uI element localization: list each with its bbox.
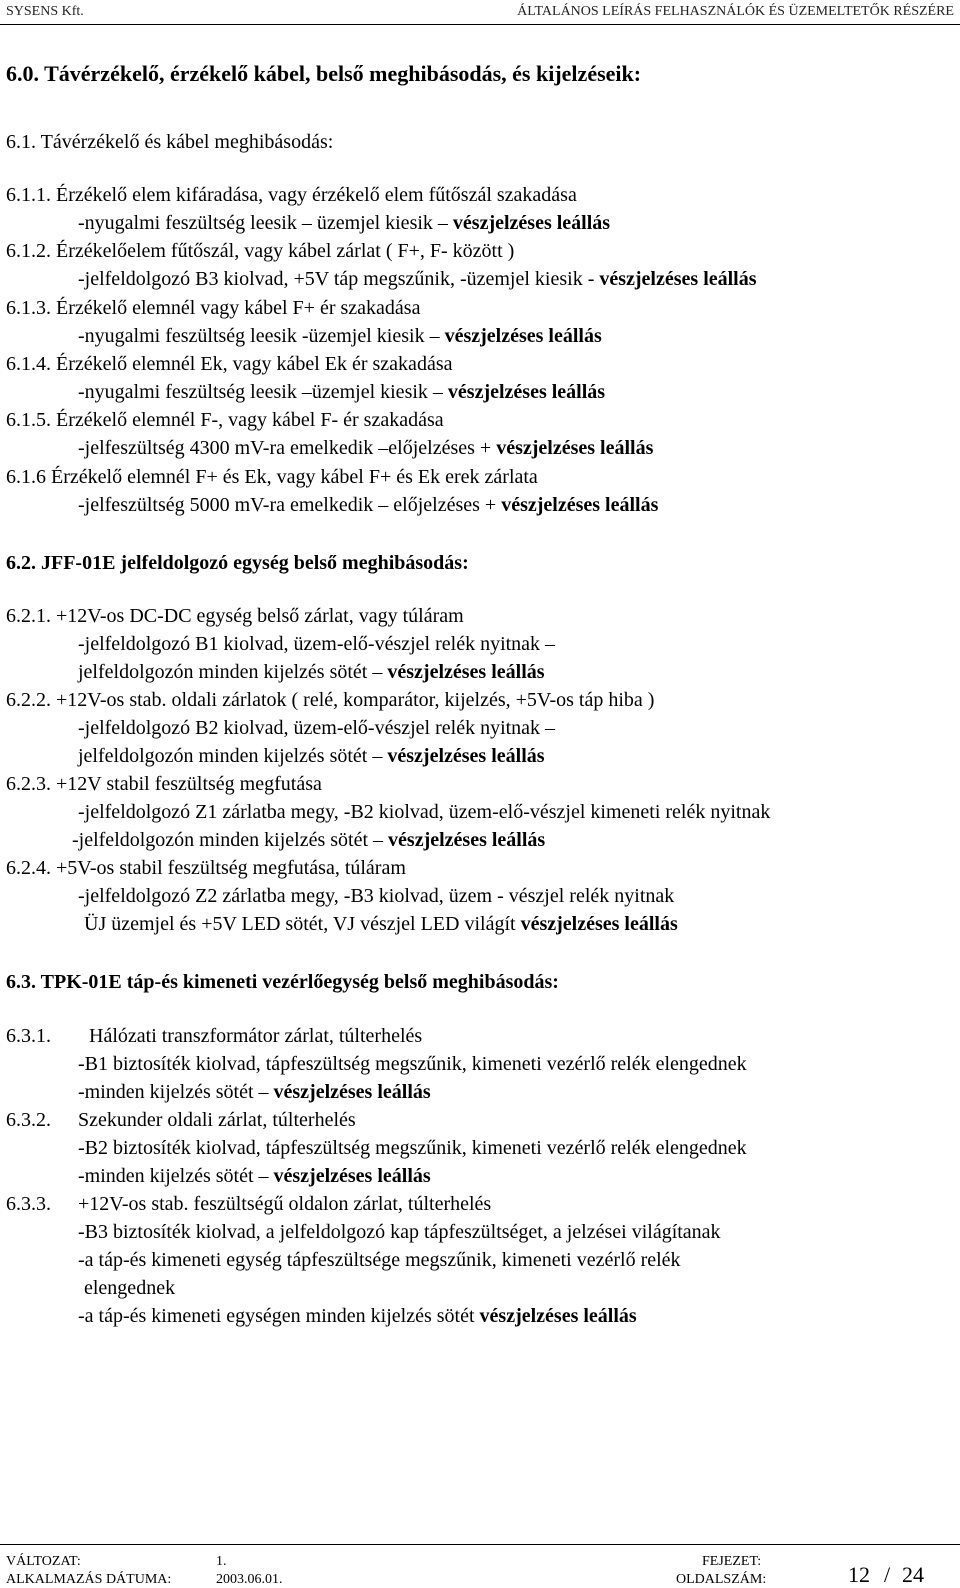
footer-divider (0, 1544, 960, 1545)
page-title: 6.0. Távérzékelő, érzékelő kábel, belső meghibásodás, és kijelzéseik: (6, 61, 642, 86)
item-6-1-1-title: 6.1.1. Érzékelő elem kifáradása, vagy érzékelő elem fűtőszál szakadása (6, 184, 577, 206)
footer-page-separator: / (884, 1562, 891, 1587)
footer-date-label: ALKALMAZÁS DÁTUMA: (6, 1572, 172, 1587)
item-6-3-2-result: -minden kijelzés sötét – vészjelzéses leállás (78, 1165, 431, 1187)
item-6-1-2-title: 6.1.2. Érzékelőelem fűtőszál, vagy kábel zárlat ( F+, F- között ) (6, 240, 515, 262)
item-6-1-4-title: 6.1.4. Érzékelő elemnél Ek, vagy kábel Ek ér szakadása (6, 353, 453, 375)
item-6-2-4-detail: -jelfeldolgozó Z2 zárlatba megy, -B3 kiolvad, üzem - vészjel relék nyitnak (78, 885, 675, 907)
item-6-3-2-number: 6.3.2. (6, 1109, 51, 1131)
section-heading-6-1: 6.1. Távérzékelő és kábel meghibásodás: (6, 131, 334, 153)
footer-chapter-label: FEJEZET: (702, 1554, 762, 1569)
item-6-3-1-title: Hálózati transzformátor zárlat, túlterhelés (89, 1025, 423, 1047)
header-doc-title: ÁLTALÁNOS LEÍRÁS FELHASZNÁLÓK ÉS ÜZEMELTETŐK RÉSZÉRE (517, 4, 954, 19)
item-6-1-5-detail: -jelfeszültség 4300 mV-ra emelkedik –előjelzéses + vészjelzéses leállás (78, 437, 654, 459)
item-6-1-2-detail: -jelfeldolgozó B3 kiolvad, +5V táp megszűnik, -üzemjel kiesik - vészjelzéses leállás (78, 268, 757, 290)
item-6-1-1-detail: -nyugalmi feszültség leesik – üzemjel kiesik – vészjelzéses leállás (78, 212, 611, 234)
item-6-2-1-title: 6.2.1. +12V-os DC-DC egység belső zárlat, vagy túláram (6, 605, 464, 627)
item-6-2-2-title: 6.2.2. +12V-os stab. oldali zárlatok ( relé, komparátor, kijelzés, +5V-os táp hiba ) (6, 689, 655, 711)
item-6-3-1-result: -minden kijelzés sötét – vészjelzéses leállás (78, 1081, 431, 1103)
item-6-3-1-detail: -B1 biztosíték kiolvad, tápfeszültség megszűnik, kimeneti vezérlő relék elengednek (78, 1053, 747, 1075)
item-6-2-1-result: jelfeldolgozón minden kijelzés sötét – vészjelzéses leállás (78, 661, 545, 683)
header-company: SYSENS Kft. (6, 4, 84, 19)
header-divider (0, 24, 960, 25)
item-6-3-3-title: +12V-os stab. feszültségű oldalon zárlat, túlterhelés (78, 1193, 492, 1215)
item-6-2-3-result: -jelfeldolgozón minden kijelzés sötét – vészjelzéses leállás (72, 829, 546, 851)
item-6-2-3-detail: -jelfeldolgozó Z1 zárlatba megy, -B2 kiolvad, üzem-elő-vészjel kimeneti relék nyitnak (78, 801, 771, 823)
footer-date-value: 2003.06.01. (216, 1572, 283, 1587)
item-6-3-1-number: 6.3.1. (6, 1025, 51, 1047)
footer-page-total: 24 (902, 1562, 924, 1587)
item-6-2-3-title: 6.2.3. +12V stabil feszültség megfutása (6, 773, 322, 795)
item-6-3-3-detail-3: elengednek (84, 1277, 176, 1299)
item-6-3-2-detail: -B2 biztosíték kiolvad, tápfeszültség megszűnik, kimeneti vezérlő relék elengednek (78, 1137, 747, 1159)
item-6-3-3-detail-2: -a táp-és kimeneti egység tápfeszültsége megszűnik, kimeneti vezérlő relék (78, 1249, 681, 1271)
section-heading-6-2: 6.2. JFF-01E jelfeldolgozó egység belső meghibásodás: (6, 552, 469, 574)
item-6-3-3-number: 6.3.3. (6, 1193, 51, 1215)
item-6-2-1-detail: -jelfeldolgozó B1 kiolvad, üzem-elő-vészjel relék nyitnak – (78, 633, 556, 655)
item-6-3-2-title: Szekunder oldali zárlat, túlterhelés (78, 1109, 356, 1131)
item-6-1-5-title: 6.1.5. Érzékelő elemnél F-, vagy kábel F- ér szakadása (6, 409, 444, 431)
item-6-2-2-detail: -jelfeldolgozó B2 kiolvad, üzem-elő-vészjel relék nyitnak – (78, 717, 556, 739)
item-6-2-4-result: ÜJ üzemjel és +5V LED sötét, VJ vészjel LED világít vészjelzéses leállás (84, 913, 678, 935)
item-6-1-3-title: 6.1.3. Érzékelő elemnél vagy kábel F+ ér szakadása (6, 297, 421, 319)
footer-version-value: 1. (216, 1554, 227, 1569)
section-heading-6-3: 6.3. TPK-01E táp-és kimeneti vezérlőegység belső meghibásodás: (6, 971, 559, 993)
footer-page-current: 12 (848, 1562, 870, 1587)
item-6-1-6-title: 6.1.6 Érzékelő elemnél F+ és Ek, vagy kábel F+ és Ek erek zárlata (6, 466, 538, 488)
item-6-1-6-detail: -jelfeszültség 5000 mV-ra emelkedik – előjelzéses + vészjelzéses leállás (78, 494, 659, 516)
item-6-3-3-result: -a táp-és kimeneti egységen minden kijelzés sötét vészjelzéses leállás (78, 1305, 637, 1327)
item-6-1-4-detail: -nyugalmi feszültség leesik –üzemjel kiesik – vészjelzéses leállás (78, 381, 606, 403)
footer-page-label: OLDALSZÁM: (676, 1572, 767, 1587)
item-6-2-4-title: 6.2.4. +5V-os stabil feszültség megfutása, túláram (6, 857, 406, 879)
item-6-2-2-result: jelfeldolgozón minden kijelzés sötét – vészjelzéses leállás (78, 745, 545, 767)
footer-version-label: VÁLTOZAT: (6, 1554, 81, 1569)
item-6-1-3-detail: -nyugalmi feszültség leesik -üzemjel kiesik – vészjelzéses leállás (78, 325, 602, 347)
item-6-3-3-detail: -B3 biztosíték kiolvad, a jelfeldolgozó kap tápfeszültséget, a jelzései világítanak (78, 1221, 721, 1243)
